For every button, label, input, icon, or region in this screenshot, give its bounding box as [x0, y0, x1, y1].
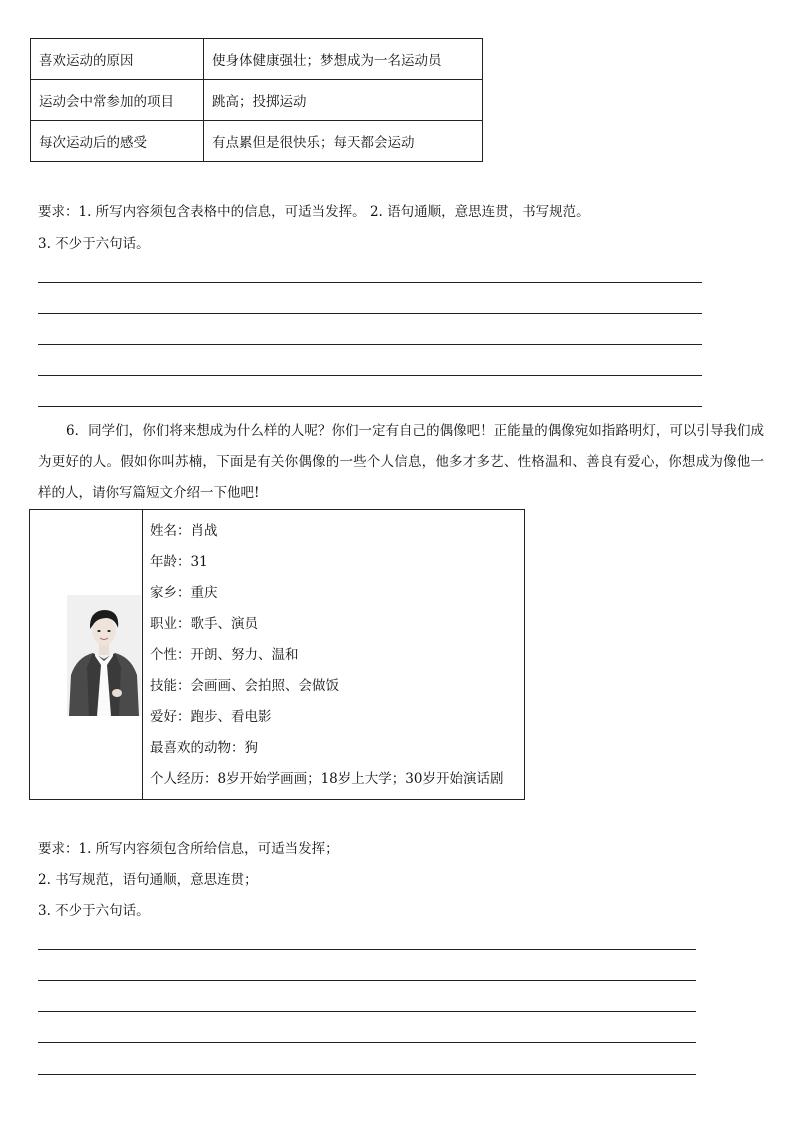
writing-line[interactable] [38, 313, 702, 314]
profile-experience: 个人经历：8岁开始学画画；18岁上大学；30岁开始演话剧 [150, 771, 504, 787]
profile-age: 年龄：31 [150, 554, 208, 570]
portrait-photo [67, 595, 141, 716]
profile-hometown: 家乡：重庆 [150, 585, 218, 601]
requirements-1-line-1: 要求：1. 所写内容须包含表格中的信息，可适当发挥。 2. 语句通顺，意思连贯，书写规范。 [38, 204, 590, 220]
requirements-2-line-3: 3. 不少于六句话。 [38, 903, 150, 919]
profile-skills: 技能：会画画、会拍照、会做饭 [150, 678, 339, 694]
table-cell-value: 使身体健康强壮；梦想成为一名运动员 [204, 39, 483, 80]
requirements-2-line-2: 2. 书写规范，语句通顺，意思连贯； [38, 872, 258, 888]
question-6-paragraph [38, 416, 764, 509]
question-6-text: 6．同学们，你们将来想成为什么样的人呢？你们一定有自己的偶像吧！正能量的偶像宛如指路明灯，可以引导我们成为更好的人。假如你叫苏楠，下面是有关你偶像的一些个人信息，他多才多艺、性格温和、善良有爱心，你想成为像他一样的人，请你写篇短文介绍一下他吧! [38, 423, 764, 501]
writing-line[interactable] [38, 949, 696, 950]
writing-line[interactable] [38, 1011, 696, 1012]
profile-favorite-animal: 最喜欢的动物：狗 [150, 740, 258, 756]
writing-line[interactable] [38, 375, 702, 376]
table-cell-value: 有点累但是很快乐；每天都会运动 [204, 121, 483, 162]
writing-line[interactable] [38, 344, 702, 345]
person-portrait-icon [67, 595, 141, 716]
table-cell-label: 运动会中常参加的项目 [31, 80, 204, 121]
requirements-2-line-1: 要求：1. 所写内容须包含所给信息，可适当发挥； [38, 841, 339, 857]
profile-info-list [150, 516, 503, 795]
idol-profile-box [29, 509, 525, 800]
writing-line[interactable] [38, 406, 702, 407]
table-cell-label: 喜欢运动的原因 [31, 39, 204, 80]
sports-info-table [30, 38, 483, 162]
writing-line[interactable] [38, 1074, 696, 1075]
table-cell-value: 跳高；投掷运动 [204, 80, 483, 121]
profile-name: 姓名：肖战 [150, 523, 218, 539]
requirements-1-line-2: 3. 不少于六句话。 [38, 236, 150, 252]
writing-line[interactable] [38, 980, 696, 981]
table-row [31, 39, 483, 80]
photo-cell [30, 510, 143, 799]
writing-line[interactable] [38, 282, 702, 283]
profile-hobbies: 爱好：跑步、看电影 [150, 709, 272, 725]
table-row [31, 121, 483, 162]
table-cell-label: 每次运动后的感受 [31, 121, 204, 162]
profile-personality: 个性：开朗、努力、温和 [150, 647, 299, 663]
writing-line[interactable] [38, 1042, 696, 1043]
profile-occupation: 职业：歌手、演员 [150, 616, 258, 632]
table-row [31, 80, 483, 121]
